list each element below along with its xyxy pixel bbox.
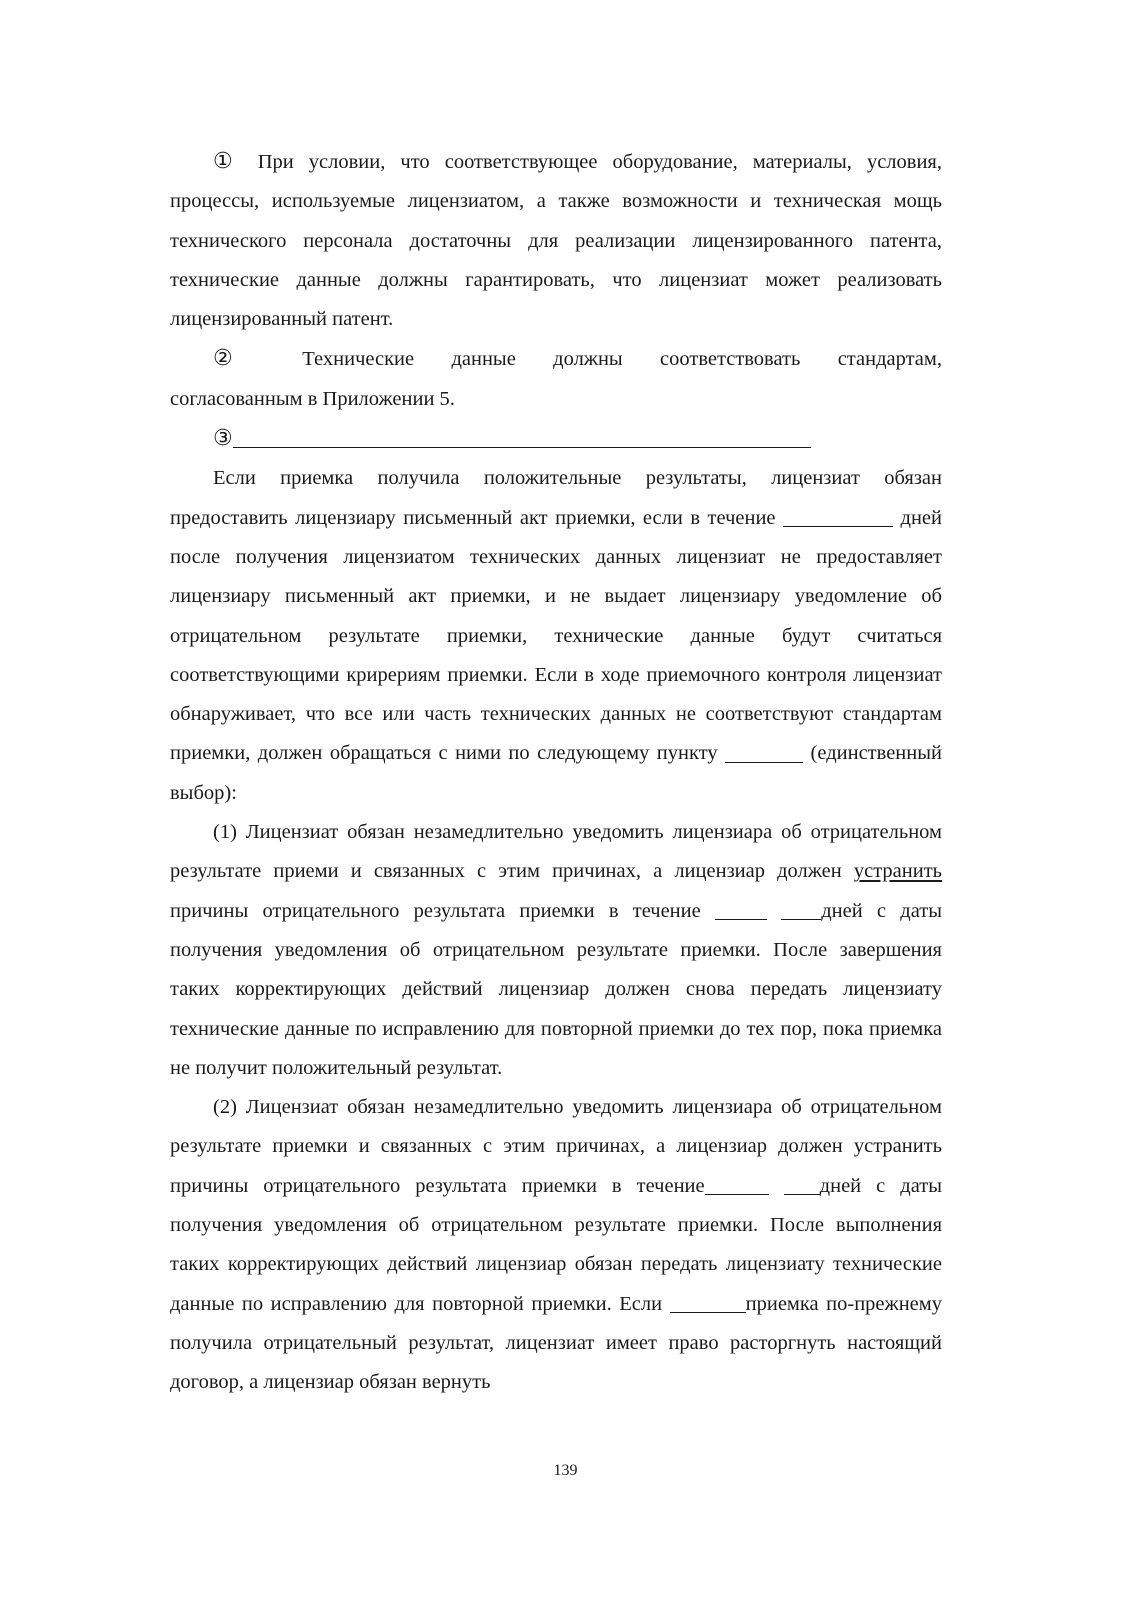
option-2-text-2: дней с даты получения уведомления об отрицательном результате приемки. После выполнения таких корректирующих действий лицензиар обязан передать лицензиату технические данные по исправлению для повторной приемки. Если — [170, 1174, 943, 1315]
option-2-days-blank-a[interactable] — [705, 1172, 769, 1195]
option-1-text-1: (1) Лицензиат обязан незамедлительно уведомить лицензиара об отрицательном результате приеми и связанных с этим причинах, а лицензиар должен — [170, 821, 942, 883]
option-2-text-3: приемка по-прежнему получила отрицательный результат, лицензиат имеет право расторгнуть настоящий договор, а лицензиар обязан вернуть — [170, 1292, 942, 1394]
option-2-paragraph — [170, 1088, 942, 1402]
item-2-line-1 — [170, 339, 942, 379]
acceptance-days-blank[interactable] — [783, 504, 893, 527]
item-1-text: При условии, что соответствующее оборудование, материалы, условия, процессы, используемые лицензиатом, а также возможности и техническая мощь технического персонала достаточны для реализации лицензированного патента, технические данные должны гарантировать, что лицензиат может реализовать лицензированный патент. — [170, 151, 942, 331]
circled-number-1: ① — [213, 149, 243, 174]
item-2-line-2: согласованным в Приложении 5. — [170, 387, 455, 410]
option-1-text-2: причины отрицательного результата приемки в течение — [170, 899, 715, 922]
item-3-paragraph — [170, 419, 942, 459]
acceptance-text-3: (единственный выбор): — [170, 742, 942, 804]
option-1-underlined-word: устранить — [853, 860, 942, 883]
option-1-paragraph — [170, 813, 942, 1088]
circled-number-3: ③ — [213, 426, 233, 452]
circled-number-2: ② — [213, 346, 265, 372]
item-3-blank-line[interactable] — [233, 426, 811, 449]
acceptance-text-2: дней после получения лицензиатом технических данных лицензиат не предоставляет лицензиару письменный акт приемки, и не выдает лицензиару уведомление об отрицательном результате приемки, технические данные будут считаться соответствующими крирериям приемки. Если в ходе приемочного контроля лицензиат обнаруживает, что все или часть технических данных не соответствуют стандартам приемки, должен обращаться с ними по следующему пункту — [170, 506, 942, 765]
option-1-text-3: дней с даты получения уведомления об отрицательном результате приемки. После завершения таких корректирующих действий лицензиар должен снова передать лицензиату технические данные по исправлению для повторной приемки до тех пор, пока приемка не получит положительный результат. — [170, 899, 942, 1079]
acceptance-text-1: Если приемка получила положительные результаты, лицензиат обязан предоставить лицензиару письменный акт приемки, если в течение — [170, 467, 942, 529]
option-1-days-blank-a[interactable] — [715, 897, 767, 920]
option-2-count-blank[interactable] — [670, 1290, 746, 1313]
option-1-days-blank-b[interactable] — [781, 897, 821, 920]
option-2-text-1: (2) Лицензиат обязан незамедлительно уведомить лицензиара об отрицательном результате приемки и связанных с этим причинах, а лицензиар должен устранить причины отрицательного результата приемки в течение — [170, 1096, 942, 1197]
page-number: 139 — [553, 1462, 578, 1479]
option-2-days-blank-b[interactable] — [784, 1172, 820, 1195]
item-2-text: Технические данные должны соответствовать стандартам, — [264, 348, 942, 371]
document-body — [170, 142, 942, 1403]
item-1-paragraph — [170, 142, 942, 339]
acceptance-paragraph — [170, 459, 942, 813]
acceptance-choice-blank[interactable] — [725, 740, 803, 763]
